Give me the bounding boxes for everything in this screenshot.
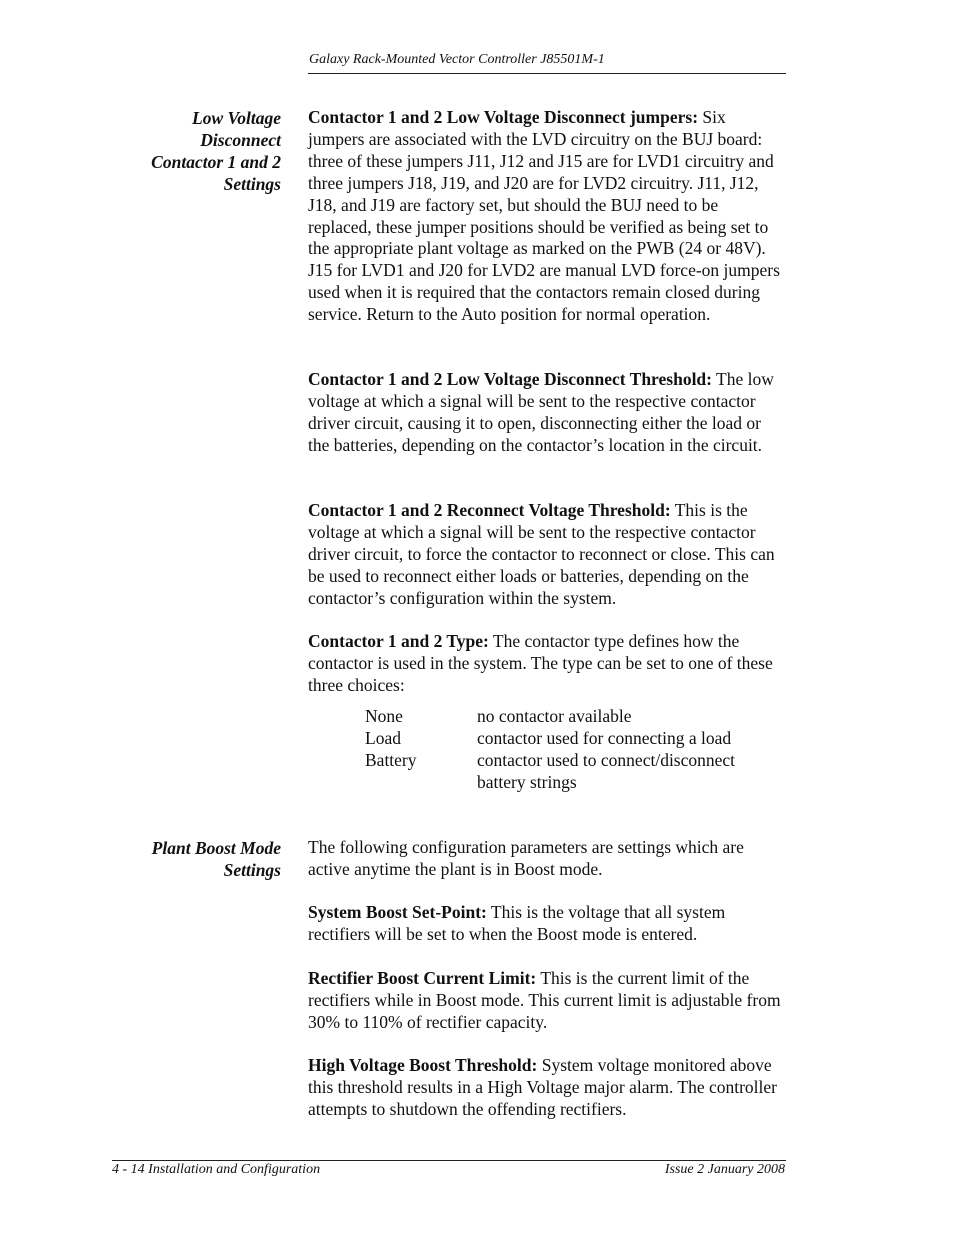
list-item xyxy=(365,750,785,794)
paragraph-reconnect-threshold xyxy=(308,500,785,610)
choice-desc: contactor used to connect/disconnect battery strings xyxy=(477,749,736,792)
paragraph-text: Six jumpers are associated with the LVD circuitry on the BUJ board: three of these jumpers J11, J12 and J15 are for LVD1 circuitry and three jumpers J18, J19, and J20 are for LVD2 circuitry. J11, J12, J18, and J19 are factory set, but should the BUJ need to be replaced, these jumper positions should be verified as being set to the appropriate plant voltage as marked on the PWB (24 or 48V). J15 for LVD1 and J20 for LVD2 are manual LVD force-on jumpers used when it is required that the contactors remain closed during service. Return to the Auto position for normal operation. xyxy=(308,107,780,325)
running-header: Galaxy Rack-Mounted Vector Controller J85501M-1 xyxy=(309,52,605,67)
paragraph-text: System voltage monitored above this threshold results in a High Voltage major alarm. The controller attempts to shutdown the offending rectifiers. xyxy=(308,1055,778,1119)
list-item xyxy=(365,706,785,728)
paragraph-lead: Contactor 1 and 2 Reconnect Voltage Threshold: xyxy=(308,500,671,520)
paragraph-text: The contactor type defines how the contactor is used in the system. The type can be set to one of these three choices: xyxy=(308,631,773,695)
heading-line: Low Voltage xyxy=(192,108,281,128)
footer-rule xyxy=(112,1160,786,1161)
section-heading-lvd xyxy=(100,107,281,195)
paragraph-text: This is the voltage that all system rectifiers will be set to when the Boost mode is entered. xyxy=(308,902,726,944)
heading-line: Settings xyxy=(223,174,281,194)
paragraph-lvd-jumpers xyxy=(308,107,785,326)
paragraph-boost-current-limit xyxy=(308,968,785,1034)
footer-issue-date: Issue 2 January 2008 xyxy=(664,1162,785,1177)
paragraph-lead: Contactor 1 and 2 Type: xyxy=(308,631,489,651)
paragraph-contactor-type xyxy=(308,631,785,697)
footer-page-label: 4 - 14 Installation and Configuration xyxy=(112,1162,321,1177)
paragraph-lead: High Voltage Boost Threshold: xyxy=(308,1055,538,1075)
choice-name: None xyxy=(365,706,403,726)
paragraph-boost-setpoint xyxy=(308,902,785,946)
paragraph-lead: Rectifier Boost Current Limit: xyxy=(308,968,537,988)
heading-line: Settings xyxy=(223,860,281,880)
choice-name: Battery xyxy=(365,749,417,770)
contactor-type-list xyxy=(365,706,785,794)
paragraph-boost-intro xyxy=(308,837,785,881)
paragraph-lead: Contactor 1 and 2 Low Voltage Disconnect Threshold: xyxy=(308,369,712,389)
paragraph-lvd-threshold xyxy=(308,369,785,457)
paragraph-text: The following configuration parameters are settings which are active anytime the plant is in Boost mode. xyxy=(308,837,744,879)
choice-desc: no contactor available xyxy=(477,706,632,726)
heading-line: Plant Boost Mode xyxy=(151,838,281,858)
paragraph-text: The low voltage at which a signal will be sent to the respective contactor driver circuit, causing it to open, disconnecting either the load or the batteries, depending on the contactor’s location in the circuit. xyxy=(308,369,774,455)
header-rule xyxy=(308,73,786,74)
paragraph-lead: Contactor 1 and 2 Low Voltage Disconnect jumpers: xyxy=(308,107,699,127)
choice-desc: contactor used for connecting a load xyxy=(477,727,732,748)
list-item xyxy=(365,728,785,750)
paragraph-lead: System Boost Set-Point: xyxy=(308,902,487,922)
paragraph-hv-boost-threshold xyxy=(308,1055,785,1121)
choice-name: Load xyxy=(365,727,401,748)
section-heading-boost xyxy=(100,837,281,881)
paragraph-text: This is the voltage at which a signal will be sent to the respective contactor driver circuit, to force the contactor to reconnect or close. This can be used to reconnect either loads or batteries, depending on the contactor’s configuration within the system. xyxy=(308,500,775,608)
paragraph-text: This is the current limit of the rectifiers while in Boost mode. This current limit is adjustable from 30% to 110% of rectifier capacity. xyxy=(308,968,781,1032)
heading-line: Disconnect xyxy=(200,130,281,150)
heading-line: Contactor 1 and 2 xyxy=(151,152,281,172)
